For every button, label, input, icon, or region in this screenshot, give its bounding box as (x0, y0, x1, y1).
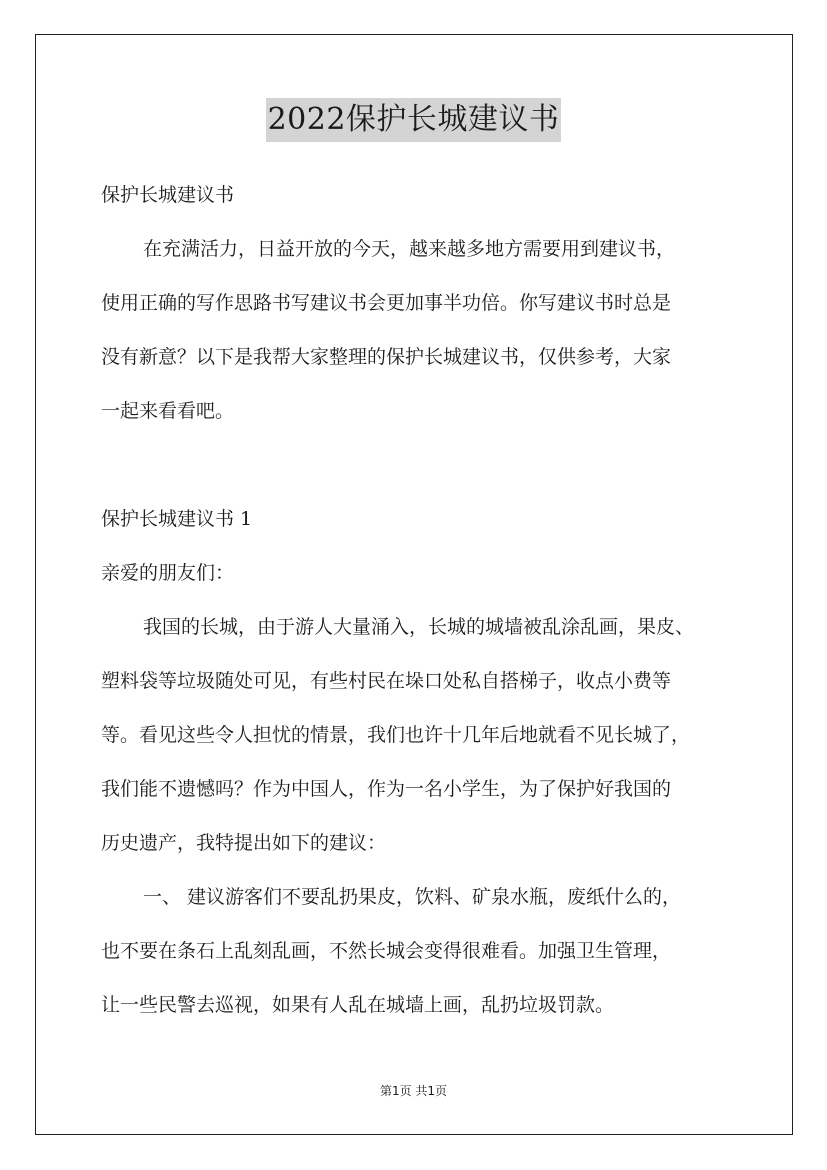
paragraph-line: 也不要在条石上乱刻乱画，不然长城会变得很难看。加强卫生管理， (101, 940, 672, 962)
document-title: 2022保护长城建议书 (266, 98, 562, 142)
paragraph-line: 一、 建议游客们不要乱扔果皮，饮料、矿泉水瓶，废纸什么的， (143, 886, 682, 908)
document-body (101, 168, 751, 1032)
paragraph-line: 塑料袋等垃圾随处可见，有些村民在垛口处私自搭梯子，收点小费等 (101, 670, 672, 692)
section-heading: 保护长城建议书 1 (101, 508, 253, 530)
intro-line: 没有新意？以下是我帮大家整理的保护长城建议书，仅供参考，大家 (101, 346, 672, 368)
greeting: 亲爱的朋友们： (101, 562, 235, 584)
paragraph-line: 我国的长城，由于游人大量涌入，长城的城墙被乱涂乱画，果皮、 (143, 616, 695, 638)
intro-line: 在充满活力，日益开放的今天，越来越多地方需要用到建议书， (143, 238, 676, 260)
paragraph-line: 让一些民警去巡视，如果有人乱在城墙上画，乱扔垃圾罚款。 (101, 994, 615, 1016)
intro-line: 使用正确的写作思路书写建议书会更加事半功倍。你写建议书时总是 (101, 292, 672, 314)
paragraph-line: 我们能不遗憾吗？作为中国人，作为一名小学生，为了保护好我国的 (101, 778, 672, 800)
blank-line (101, 438, 751, 492)
paragraph-line: 历史遗产，我特提出如下的建议： (101, 832, 387, 854)
title-container (0, 98, 827, 142)
intro-line: 一起来看看吧。 (101, 400, 235, 422)
page-footer: 第1页 共1页 (379, 1084, 448, 1098)
document-subtitle: 保护长城建议书 (101, 184, 235, 206)
paragraph-line: 等。看见这些令人担忧的情景，我们也许十几年后地就看不见长城了， (101, 724, 691, 746)
